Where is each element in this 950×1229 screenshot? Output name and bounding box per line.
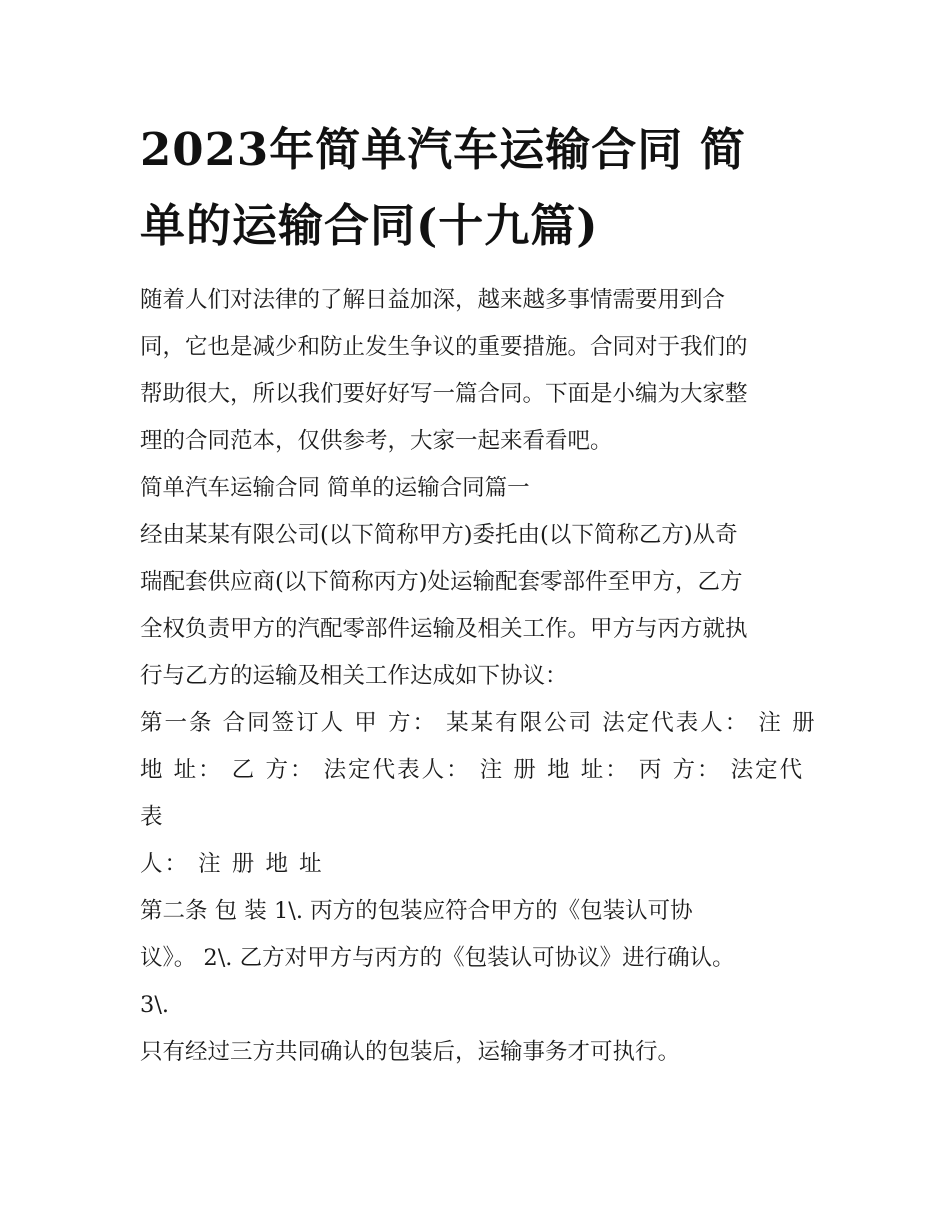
text-line: 第二条 包 装 1\. 丙方的包装应符合甲方的《包装认可协 (140, 898, 693, 924)
text-line: 瑞配套供应商(以下简称丙方)处运输配套零部件至甲方，乙方 (140, 569, 743, 595)
article-one-paragraph (140, 700, 820, 888)
intro-paragraph (140, 277, 820, 465)
text-line: 全权负责甲方的汽配零部件运输及相关工作。甲方与丙方就执 (140, 616, 748, 642)
document-title (140, 112, 820, 264)
text-line: 人： 注 册 地 址 (140, 851, 324, 877)
text-line: 行与乙方的运输及相关工作达成如下协议： (140, 663, 568, 689)
text-line: 3\. (140, 992, 170, 1018)
closing-paragraph (140, 1029, 820, 1076)
section-heading (140, 465, 820, 512)
text-line: 地 址： 乙 方： 法定代表人： 注 册 地 址： 丙 方： 法定代表 (140, 757, 805, 830)
text-line: 随着人们对法律的了解日益加深，越来越多事情需要用到合 (140, 287, 726, 313)
title-line: 2023年简单汽车运输合同 简 (140, 123, 746, 176)
text-line: 理的合同范本，仅供参考，大家一起来看看吧。 (140, 428, 613, 454)
text-line: 简单汽车运输合同 简单的运输合同篇一 (140, 475, 530, 501)
text-line: 同，它也是减少和防止发生争议的重要措施。合同对于我们的 (140, 334, 748, 360)
title-line: 单的运输合同(十九篇) (140, 199, 599, 252)
text-line: 经由某某有限公司(以下简称甲方)委托由(以下简称乙方)从奇 (140, 522, 738, 548)
text-line: 只有经过三方共同确认的包装后，运输事务才可执行。 (140, 1039, 681, 1065)
text-line: 帮助很大，所以我们要好好写一篇合同。下面是小编为大家整 (140, 381, 748, 407)
preamble-paragraph (140, 512, 820, 700)
article-two-paragraph (140, 888, 820, 1029)
text-line: 议》。 2\. 乙方对甲方与丙方的《包装认可协议》进行确认。 (140, 945, 735, 971)
document-body (140, 277, 820, 1076)
text-line: 第一条 合同签订人 甲 方： 某某有限公司 法定代表人： 注 册 (140, 710, 817, 736)
